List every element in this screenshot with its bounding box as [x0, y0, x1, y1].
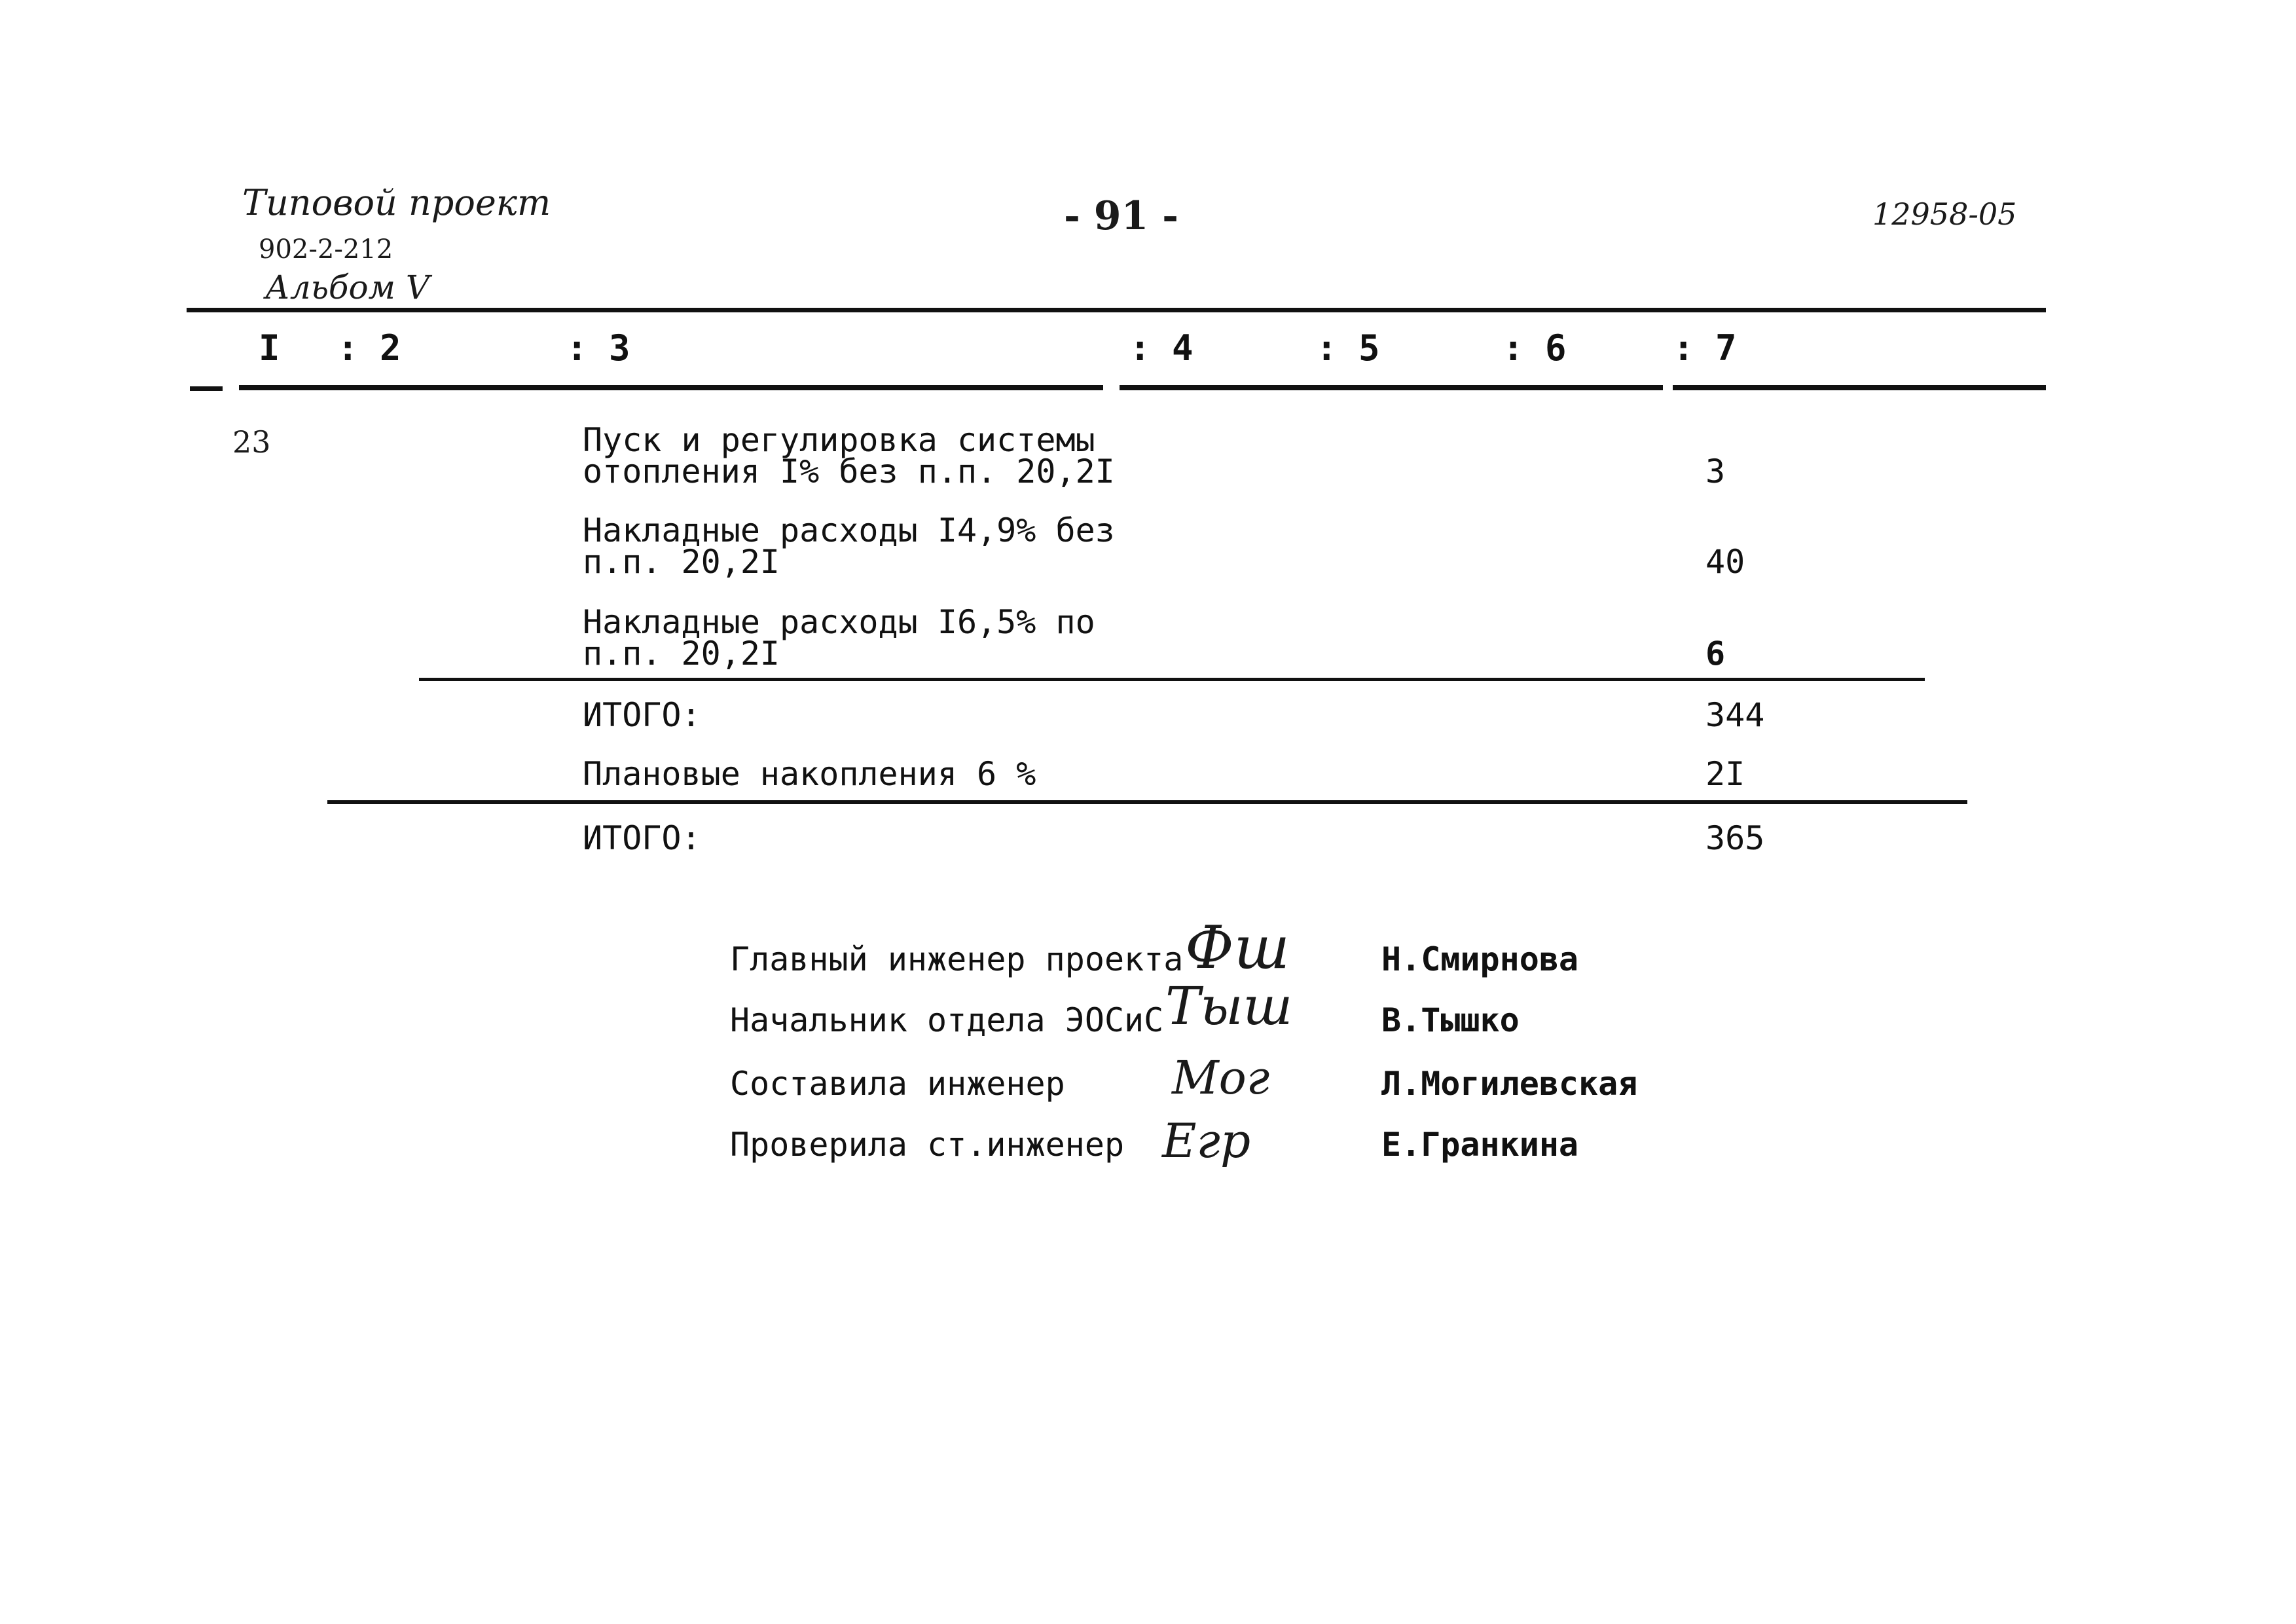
- row-description-line1: Накладные расходы I4,9% без: [583, 511, 1115, 549]
- subtotal-value: 344: [1705, 696, 1765, 734]
- planned-savings-value: 2I: [1705, 755, 1745, 793]
- row-value: 3: [1705, 452, 1726, 490]
- project-type-note: Типовой проект: [242, 182, 551, 223]
- header-top-rule: [187, 308, 2046, 312]
- row-value: 6: [1705, 635, 1726, 673]
- row-number: 23: [232, 424, 271, 460]
- project-number-note: 902-2-212: [259, 234, 393, 265]
- subtotal-label: ИТОГО:: [583, 696, 701, 734]
- column-header-3: : 3: [566, 327, 630, 369]
- document-number: 12958-05: [1872, 196, 2017, 232]
- signature-name: Н.Смирнова: [1381, 940, 1579, 978]
- row-description-line2: отопления I% без п.п. 20,2I: [583, 452, 1115, 490]
- row-value: 40: [1705, 543, 1745, 581]
- page-number: - 91 -: [1064, 193, 1179, 239]
- signature-role: Составила инженер: [730, 1065, 1065, 1103]
- column-header-7: : 7: [1673, 327, 1737, 369]
- row-description-line1: Накладные расходы I6,5% по: [583, 603, 1095, 641]
- signature-role: Начальник отдела ЭОСиС: [730, 1001, 1164, 1039]
- row-description-line1: Пуск и регулировка системы: [583, 421, 1095, 459]
- total-rule: [327, 800, 1967, 804]
- column-header-1: I: [259, 327, 280, 369]
- column-header-4: : 4: [1129, 327, 1194, 369]
- signature-name: В.Тышко: [1381, 1001, 1520, 1039]
- handwritten-signature: Тыш: [1165, 976, 1293, 1037]
- header-bottom-rule: [1120, 385, 1663, 390]
- album-note: Альбом V: [265, 268, 430, 306]
- row-description-line2: п.п. 20,2I: [583, 543, 780, 581]
- signature-name: Е.Гранкина: [1381, 1126, 1579, 1164]
- header-bottom-rule: [1673, 385, 2046, 390]
- handwritten-signature: Егр: [1162, 1113, 1251, 1168]
- column-header-2: : 2: [337, 327, 401, 369]
- handwritten-signature: Мог: [1172, 1051, 1270, 1105]
- planned-savings-label: Плановые накопления 6 %: [583, 755, 1036, 793]
- column-header-5: : 5: [1316, 327, 1380, 369]
- signature-name: Л.Могилевская: [1381, 1065, 1638, 1103]
- header-bottom-rule: [190, 386, 223, 391]
- signature-role: Главный инженер проекта: [730, 940, 1184, 978]
- signature-role: Проверила ст.инженер: [730, 1126, 1125, 1164]
- handwritten-signature: Фш: [1185, 913, 1290, 982]
- grand-total-label: ИТОГО:: [583, 819, 701, 857]
- column-header-6: : 6: [1503, 327, 1567, 369]
- subtotal-rule: [419, 678, 1925, 681]
- row-description-line2: п.п. 20,2I: [583, 635, 780, 673]
- header-bottom-rule: [239, 385, 1103, 390]
- grand-total-value: 365: [1705, 819, 1765, 857]
